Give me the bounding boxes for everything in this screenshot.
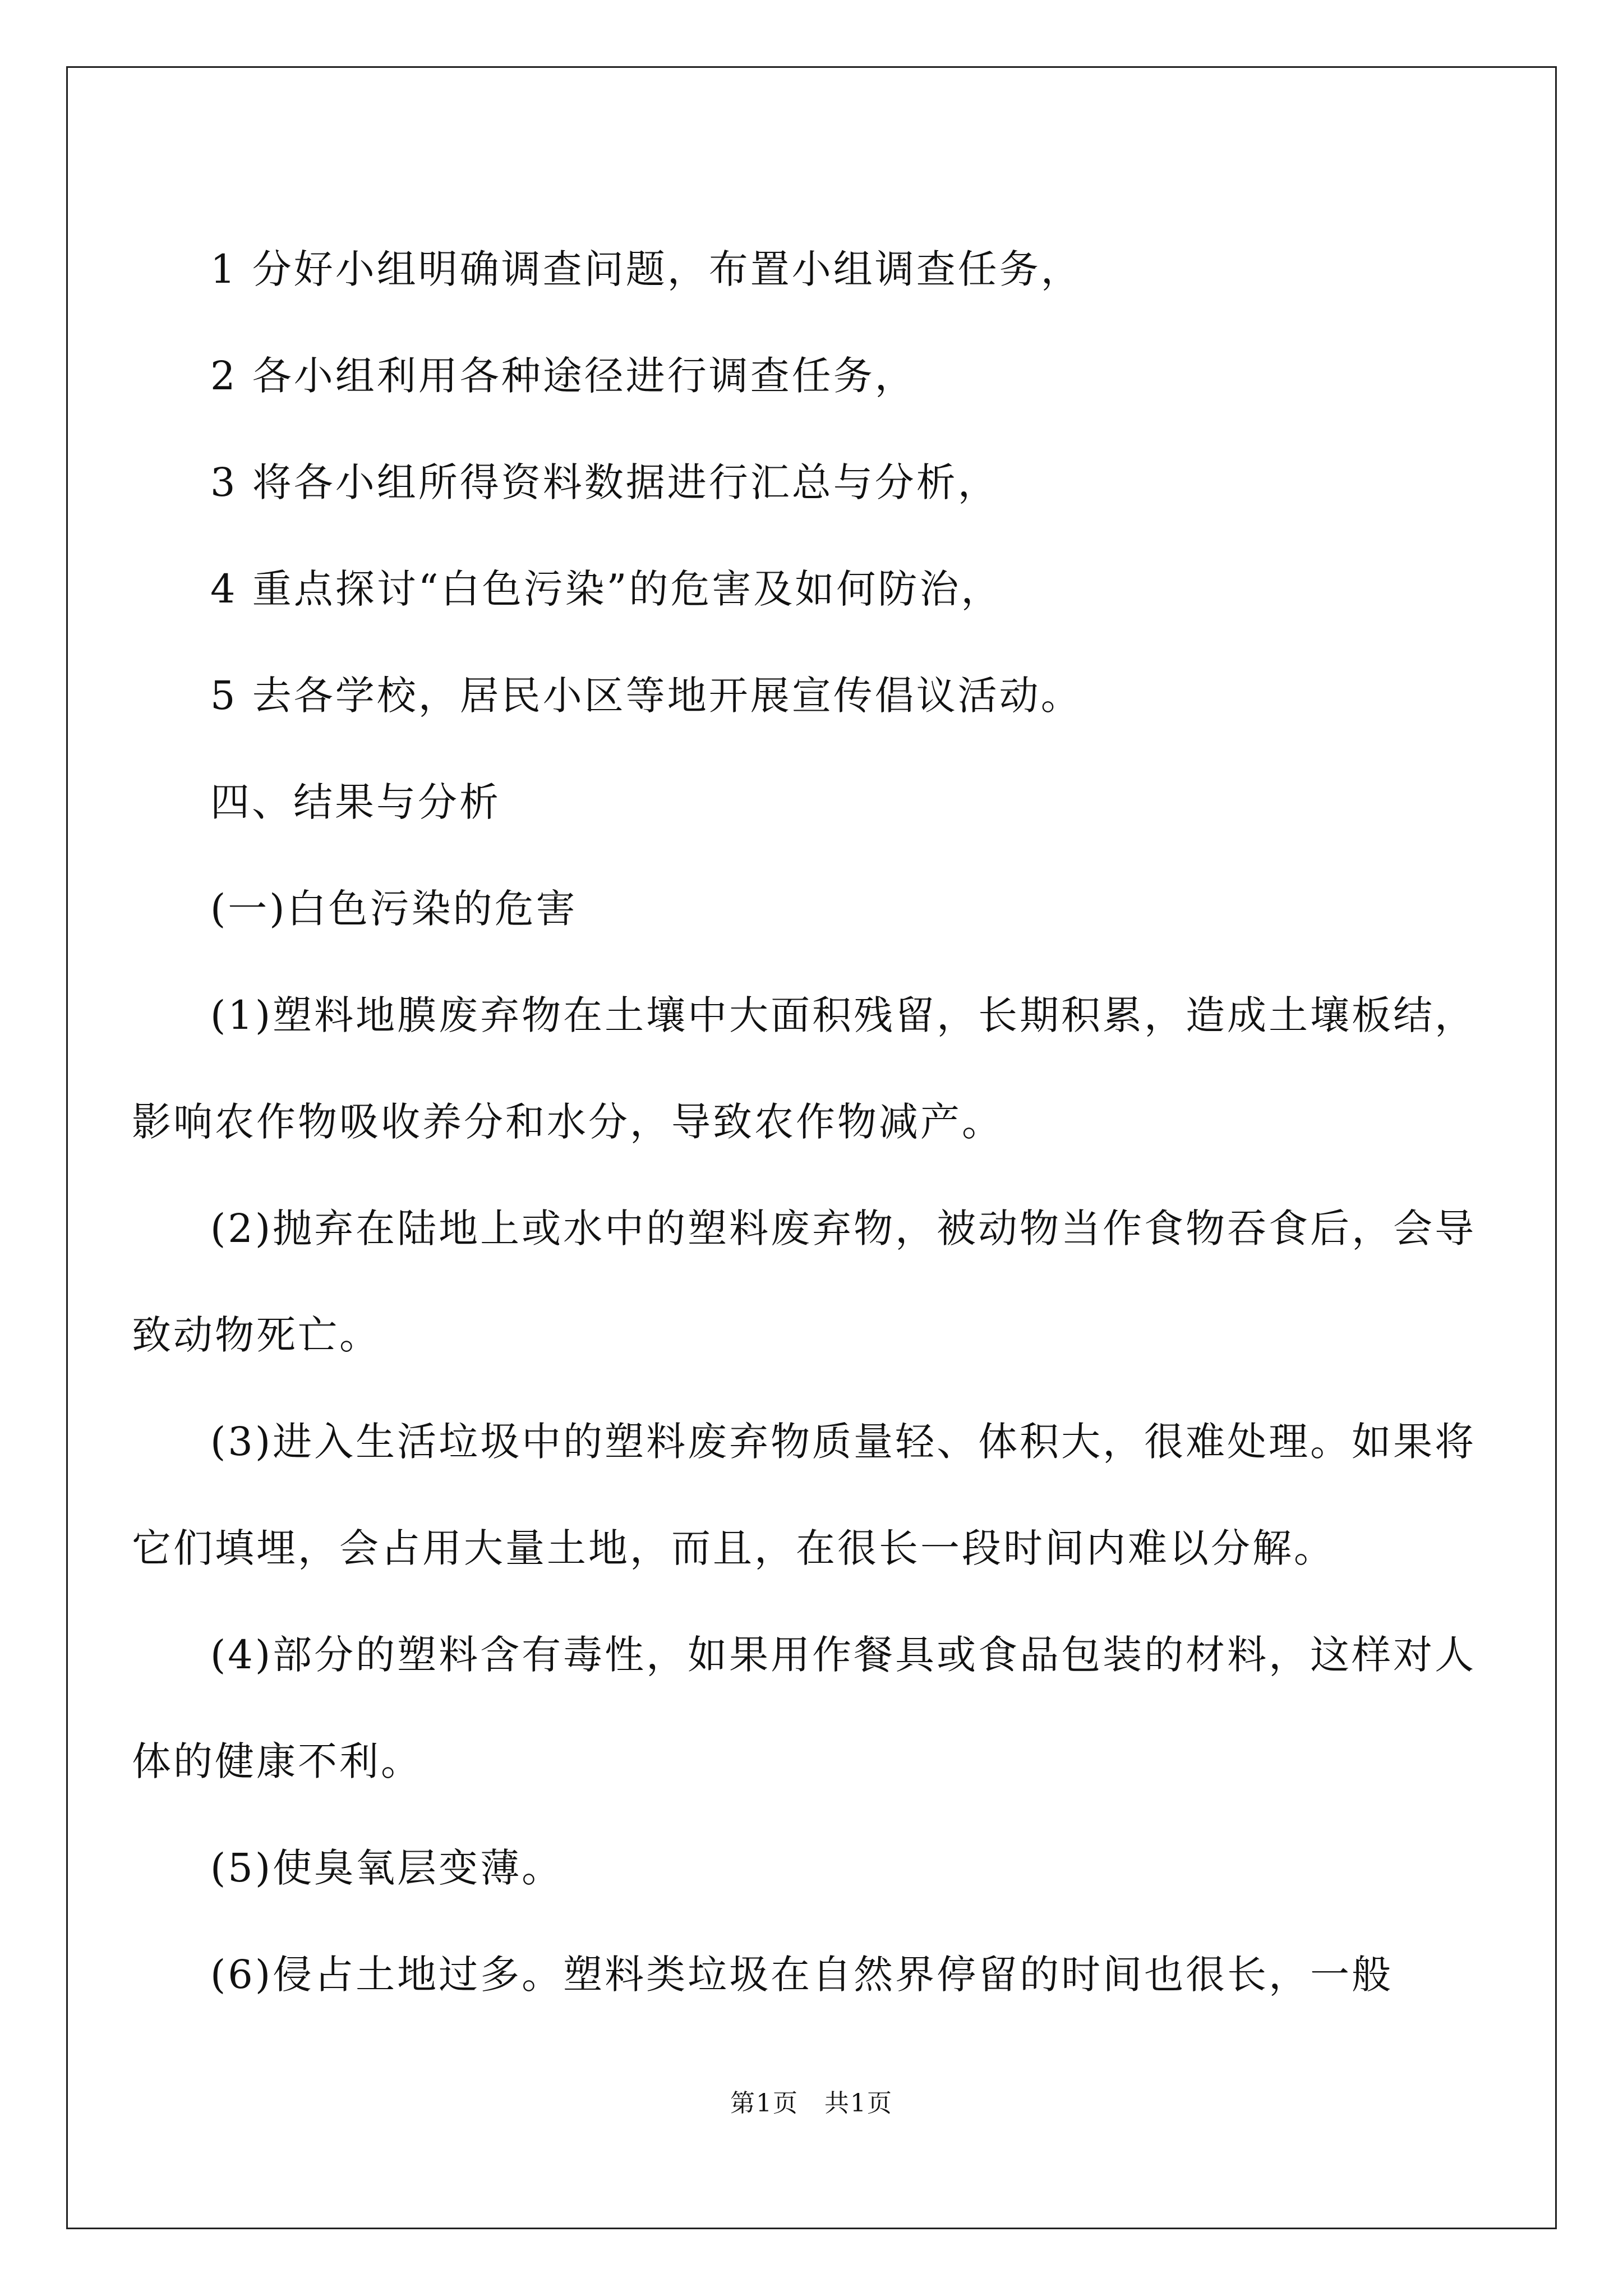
harm-item-6: (6)侵占土地过多。塑料类垃圾在自然界停留的时间也很长，一般 [210, 1952, 1394, 1998]
section-heading-results: 四、结果与分析 [210, 779, 501, 825]
harm-item-5: (5)使臭氧层变薄。 [210, 1845, 564, 1891]
paragraph-4: 4 重点探讨“白色污染”的危害及如何防治， [210, 566, 1003, 612]
harm-item-1: (1)塑料地膜废弃物在土壤中大面积残留，长期积累，造成土壤板结，影响农作物吸收养分和水分，导致农作物减产。 [132, 992, 1477, 1145]
document-body [132, 216, 1489, 2028]
paragraph-1: 1 分好小组明确调查问题，布置小组调查任务， [210, 246, 1082, 292]
paragraph-3: 3 将各小组所得资料数据进行汇总与分析， [210, 459, 999, 505]
harm-item-4: (4)部分的塑料含有毒性，如果用作餐具或食品包装的材料，这样对人体的健康不利。 [132, 1632, 1477, 1784]
page-number-footer: 第1页 共1页 [730, 2089, 893, 2118]
subsection-heading-harm: (一)白色污染的危害 [210, 886, 578, 932]
paragraph-2: 2 各小组利用各种途径进行调查任务， [210, 353, 916, 399]
harm-item-3: (3)进入生活垃圾中的塑料废弃物质量轻、体积大，很难处理。如果将它们填埋，会占用大量土地，而且，在很长一段时间内难以分解。 [132, 1419, 1477, 1571]
harm-item-2: (2)抛弃在陆地上或水中的塑料废弃物，被动物当作食物吞食后，会导致动物死亡。 [132, 1205, 1477, 1358]
paragraph-5: 5 去各学校，居民小区等地开展宣传倡议活动。 [210, 673, 1082, 719]
